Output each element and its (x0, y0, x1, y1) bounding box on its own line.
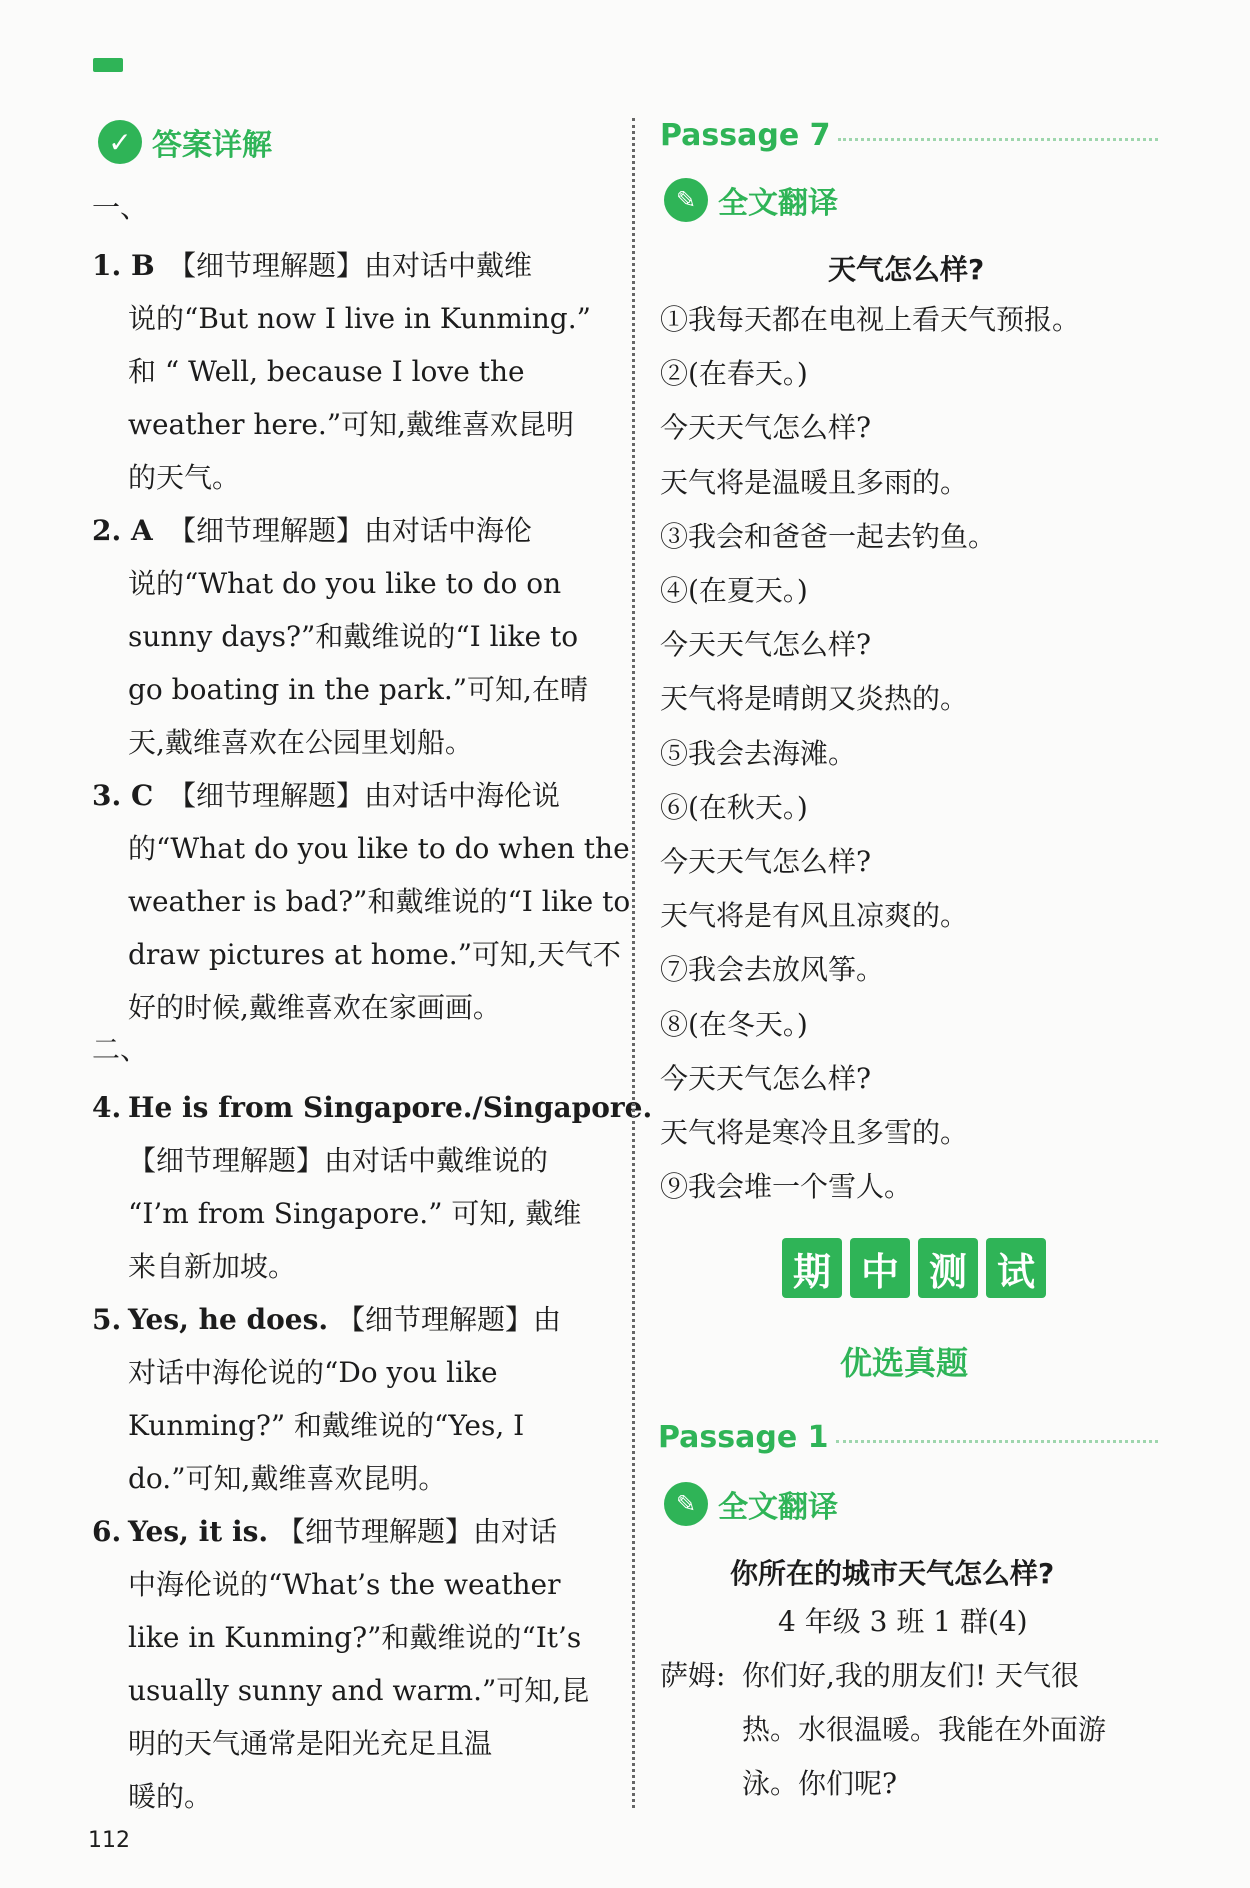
page-number: 112 (88, 1828, 130, 1853)
answer-line (168, 505, 532, 557)
answer-line (128, 1453, 446, 1505)
translation-line: ⑧(在冬天。) (660, 1007, 808, 1041)
answer-line (128, 929, 621, 981)
answer-text: 暖的。 (128, 1780, 213, 1813)
pen-icon: ✎ (664, 178, 708, 222)
translation-header-2: ✎ 全文翻译 (664, 1482, 838, 1526)
article-title-2: 你所在的城市天气怎么样? (730, 1557, 1055, 1590)
answer-line (128, 346, 525, 398)
answer-line (168, 240, 532, 292)
answer-text: draw pictures at home.”可知,天气不 (128, 938, 621, 971)
answer-text: Kunming?” 和戴维说的“Yes, I (128, 1409, 525, 1442)
answer-line (128, 399, 574, 451)
test-char-2: 中 (850, 1238, 910, 1298)
answer-line (128, 1718, 492, 1770)
sam-line-2: 热。水很温暖。我能在外面游 (742, 1713, 1107, 1746)
answer-section-header (98, 120, 272, 164)
answer-text: like in Kunming?”和戴维说的“It’s (128, 1621, 582, 1654)
answer-text: 【细节理解题】由对话中海伦 (168, 514, 533, 547)
answer-text: 说的“What do you like to do on (128, 567, 562, 600)
part-one-label: 一、 (92, 191, 149, 224)
answer-line (128, 664, 588, 716)
answer-text: do.”可知,戴维喜欢昆明。 (128, 1462, 447, 1495)
translation-line: ④(在夏天。) (660, 574, 808, 607)
answer-line (128, 558, 561, 610)
answer-line (128, 1241, 296, 1293)
translation-line: 天气将是晴朗又炎热的。 (660, 682, 969, 716)
answer-line (128, 293, 591, 345)
byline: 4 年级 3 班 1 群(4) (778, 1605, 1028, 1638)
translation-line: 今天天气怎么样? (660, 1061, 872, 1095)
answer-line (128, 982, 501, 1034)
translation-line: ⑥(在秋天。) (660, 790, 808, 824)
answer-text: 【细节理解题】由对话中戴维说的 (128, 1144, 549, 1177)
answer-line (128, 1135, 548, 1187)
answer-text: 【细节理解题】由 (337, 1303, 562, 1336)
translation-line: ②(在春天。) (660, 357, 808, 391)
passage-1-heading: Passage 1 (658, 1420, 829, 1455)
answer-text: weather here.”可知,戴维喜欢昆明 (128, 408, 575, 441)
answer-number: 6. (92, 1515, 122, 1548)
translation-line: 今天天气怎么样? (660, 845, 872, 878)
answer-line (168, 770, 560, 822)
answer-line (128, 1400, 524, 1452)
header-tag (93, 58, 123, 72)
answer-line (128, 1612, 581, 1664)
answer-line (128, 1294, 561, 1346)
check-icon: ✓ (98, 120, 142, 164)
answer-line (128, 611, 578, 663)
sam-line-1: 你们好,我的朋友们! 天气很 (742, 1659, 1080, 1692)
translation-line: ⑨我会堆一个雪人。 (660, 1170, 913, 1204)
answer-line (128, 1082, 652, 1134)
answer-line (128, 1771, 212, 1823)
answer-text: 和 “ Well, because I love the (128, 355, 525, 388)
answer-text: usually sunny and warm.”可知,昆 (128, 1674, 590, 1707)
test-char-1: 期 (782, 1238, 842, 1298)
passage-7-dots (838, 138, 1158, 141)
answer-number: 5. (92, 1303, 122, 1336)
answer-text: go boating in the park.”可知,在晴 (128, 673, 588, 706)
answer-number: 4. (92, 1091, 122, 1124)
column-divider (632, 118, 635, 1808)
answer-text: 【细节理解题】由对话中海伦说 (168, 779, 561, 812)
answer-text: 的“What do you like to do when the (128, 832, 630, 865)
answer-line (128, 876, 630, 928)
sam-line-3: 泳。你们呢? (742, 1767, 898, 1800)
answer-text: 【细节理解题】由对话 (277, 1515, 558, 1548)
part-two-label: 二、 (92, 1033, 149, 1066)
translation-line: 今天天气怎么样? (660, 628, 872, 662)
test-char-3: 测 (918, 1238, 978, 1298)
answer-bold: He is from Singapore./Singapore. (128, 1091, 653, 1124)
answer-line (128, 717, 473, 769)
answer-section-title: 答案详解 (152, 128, 272, 163)
answer-line (128, 1347, 498, 1399)
answer-text: 天,戴维喜欢在公园里划船。 (128, 726, 473, 759)
answer-number: 1. B (92, 249, 155, 282)
passage-1-dots (836, 1440, 1158, 1443)
answer-line (128, 823, 630, 875)
translation-line: 天气将是有风且凉爽的。 (660, 899, 969, 933)
translation-line: ⑦我会去放风筝。 (660, 953, 885, 987)
speaker-label: 萨姆: (660, 1659, 726, 1692)
translation-line: 天气将是温暖且多雨的。 (660, 465, 969, 499)
passage-7-heading: Passage 7 (660, 118, 831, 153)
answer-line (128, 452, 240, 504)
answer-text: 好的时候,戴维喜欢在家画画。 (128, 991, 501, 1024)
answer-text: “I’m from Singapore.” 可知, 戴维 (128, 1197, 582, 1230)
answer-text: 明的天气通常是阳光充足且温 (128, 1727, 493, 1760)
answer-bold: Yes, it is. (128, 1515, 269, 1548)
answer-text: 说的“But now I live in Kunming.” (128, 302, 591, 335)
answer-text: 对话中海伦说的“Do you like (128, 1356, 498, 1389)
answer-text: 中海伦说的“What’s the weather (128, 1568, 561, 1601)
test-char-4: 试 (986, 1238, 1046, 1298)
answer-line (128, 1559, 560, 1611)
translation-line: 天气将是寒冷且多雪的。 (660, 1116, 969, 1149)
translation-line: 今天天气怎么样? (660, 411, 872, 445)
answer-number: 3. C (92, 779, 154, 812)
answer-line (128, 1506, 557, 1558)
translation-line: ①我每天都在电视上看天气预报。 (660, 303, 1081, 336)
translation-line: ⑤我会去海滩。 (660, 736, 857, 770)
translation-line: ③我会和爸爸一起去钓鱼。 (660, 519, 997, 553)
translation-header-1: ✎ 全文翻译 (664, 178, 838, 222)
pen-icon: ✎ (664, 1482, 708, 1526)
answer-line (128, 1188, 581, 1240)
answer-line (128, 1665, 589, 1717)
answer-bold: Yes, he does. (128, 1303, 329, 1336)
answer-text: 的天气。 (128, 461, 241, 494)
answer-text: weather is bad?”和戴维说的“I like to (128, 885, 631, 918)
answer-text: sunny days?”和戴维说的“I like to (128, 620, 579, 653)
answer-number: 2. A (92, 514, 153, 547)
selected-questions-heading: 优选真题 (840, 1344, 969, 1382)
article-title-1: 天气怎么样? (828, 253, 985, 286)
answer-text: 【细节理解题】由对话中戴维 (168, 249, 533, 282)
answer-text: 来自新加坡。 (128, 1250, 297, 1283)
